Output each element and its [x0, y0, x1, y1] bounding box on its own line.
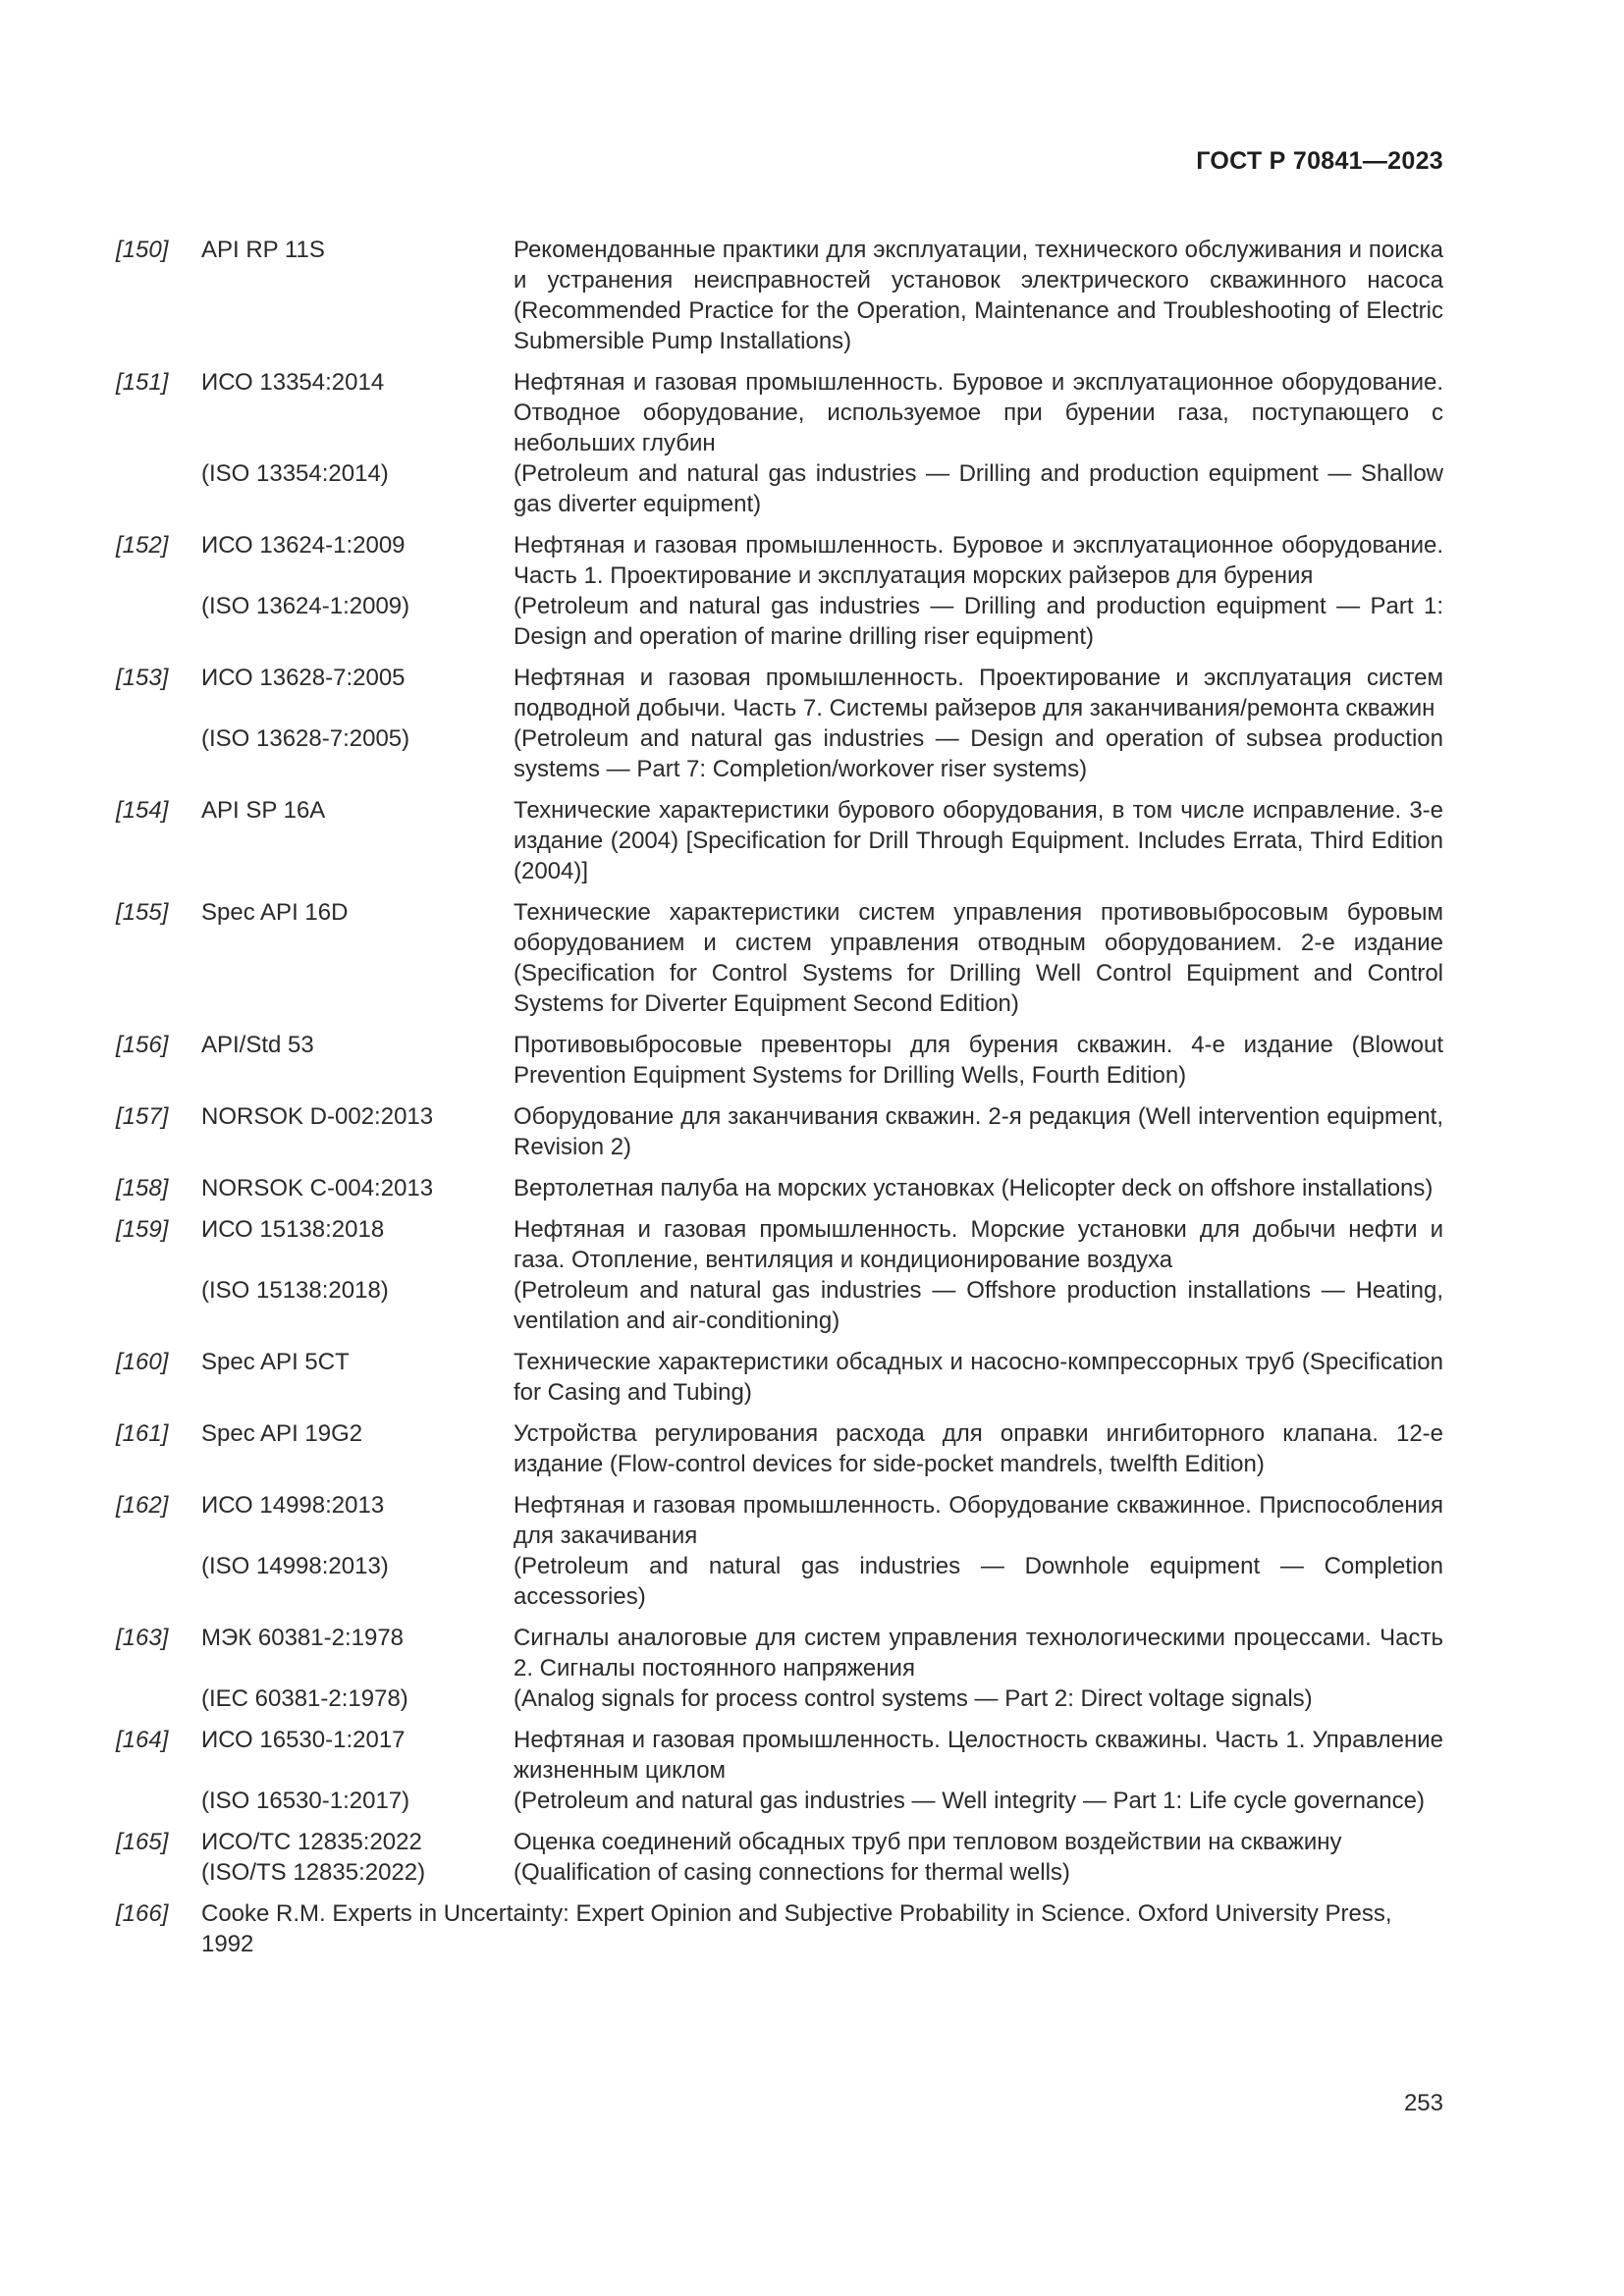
reference-entry	[116, 1418, 1443, 1479]
reference-title: (Petroleum and natural gas industries — Well integrity — Part 1: Life cycle governance)	[514, 1788, 1425, 1814]
reference-title: (Petroleum and natural gas industries — Downhole equipment — Completion accessories)	[514, 1553, 1443, 1610]
reference-title: Вертолетная палуба на морских установках (Helicopter deck on offshore installations)	[514, 1175, 1434, 1201]
reference-title: Нефтяная и газовая промышленность. Оборудование скважинное. Приспособления для закачивания	[514, 1492, 1443, 1549]
reference-entry	[116, 1827, 1443, 1888]
reference-row	[116, 663, 1443, 723]
reference-row	[116, 1857, 1443, 1888]
reference-entry	[116, 795, 1443, 886]
reference-code: (IEC 60381-2:1978)	[201, 1685, 408, 1712]
reference-code: (ISO 13354:2014)	[201, 460, 389, 487]
reference-title: Cooke R.M. Experts in Uncertainty: Expert Opinion and Subjective Probability in Science. Oxford University Press, 1992	[201, 1900, 1392, 1957]
reference-code: ИСО 13628-7:2005	[201, 665, 406, 691]
reference-row	[116, 1786, 1443, 1816]
reference-row	[116, 1490, 1443, 1551]
reference-code: МЭК 60381-2:1978	[201, 1625, 405, 1651]
reference-title: Технические характеристики обсадных и насосно-компрессорных труб (Specification for Casing and Tubing)	[514, 1349, 1443, 1406]
reference-code: Spec API 16D	[201, 899, 349, 926]
reference-code: NORSOK D-002:2013	[201, 1103, 434, 1130]
reference-code: (ISO 15138:2018)	[201, 1277, 389, 1304]
reference-code: (ISO 16530-1:2017)	[201, 1788, 410, 1814]
reference-row	[116, 1418, 1443, 1479]
reference-row	[116, 897, 1443, 1019]
reference-title: (Petroleum and natural gas industries — Drilling and production equipment — Shallow gas diverter equipment)	[514, 460, 1443, 517]
reference-code: API RP 11S	[201, 237, 325, 263]
reference-entry	[116, 1725, 1443, 1816]
reference-row	[116, 1623, 1443, 1683]
reference-row	[116, 530, 1443, 591]
reference-entry	[116, 1214, 1443, 1336]
reference-number	[116, 1551, 201, 1612]
reference-title: (Petroleum and natural gas industries — Drilling and production equipment — Part 1: Design and operation of marine drilling riser equipment)	[514, 593, 1443, 650]
reference-row	[116, 1725, 1443, 1786]
reference-title: Нефтяная и газовая промышленность. Проектирование и эксплуатация систем подводной добычи. Часть 7. Системы райзеров для заканчивания/ремонта скважин	[514, 665, 1443, 721]
reference-title: (Petroleum and natural gas industries — Offshore production installations — Heating, ventilation and air-conditioning)	[514, 1277, 1443, 1334]
reference-number: [152]	[116, 532, 169, 559]
reference-number	[116, 1275, 201, 1336]
reference-row	[116, 1214, 1443, 1275]
reference-row	[116, 1683, 1443, 1714]
reference-entry	[116, 530, 1443, 652]
reference-code: (ISO 14998:2013)	[201, 1553, 389, 1579]
reference-number: [156]	[116, 1032, 169, 1058]
reference-title: Устройства регулирования расхода для оправки ингибиторного клапана. 12-е издание (Flow-control devices for side-pocket mandrels, twelfth Edition)	[514, 1420, 1443, 1477]
reference-number: [158]	[116, 1175, 169, 1201]
reference-number	[116, 1683, 201, 1714]
reference-title: Нефтяная и газовая промышленность. Буровое и эксплуатационное оборудование. Часть 1. Проектирование и эксплуатация морских райзеров для бурения	[514, 532, 1443, 589]
reference-number: [162]	[116, 1492, 169, 1519]
reference-code: ИСО 16530-1:2017	[201, 1727, 406, 1753]
reference-title: (Petroleum and natural gas industries — Design and operation of subsea production systems — Part 7: Completion/workover riser systems)	[514, 725, 1443, 782]
reference-number: [155]	[116, 899, 169, 926]
reference-entry	[116, 367, 1443, 519]
reference-title: Рекомендованные практики для эксплуатации, технического обслуживания и поиска и устранения неисправностей установок электрического скважинного насоса (Recommended Practice for the Operation, Maintenance and Troubleshooting of Electric Submersible Pump Installations)	[514, 237, 1443, 354]
reference-code: ИСО 14998:2013	[201, 1492, 385, 1519]
reference-entry	[116, 1347, 1443, 1408]
reference-code: Spec API 5CT	[201, 1349, 350, 1375]
page-number: 253	[1403, 2090, 1443, 2116]
document-header: ГОСТ Р 70841—2023	[1196, 147, 1443, 175]
reference-title: Сигналы аналоговые для систем управления технологическими процессами. Часть 2. Сигналы постоянного напряжения	[514, 1625, 1443, 1682]
reference-row	[116, 367, 1443, 458]
reference-code: API/Std 53	[201, 1032, 314, 1058]
reference-code: API SP 16A	[201, 797, 326, 824]
reference-code: (ISO 13628-7:2005)	[201, 725, 410, 752]
reference-title: (Analog signals for process control systems — Part 2: Direct voltage signals)	[514, 1685, 1313, 1712]
reference-row	[116, 795, 1443, 886]
reference-code: (ISO 13624-1:2009)	[201, 593, 410, 619]
reference-row	[116, 591, 1443, 652]
reference-number: [164]	[116, 1727, 169, 1753]
reference-row	[116, 1347, 1443, 1408]
reference-number	[116, 1786, 201, 1816]
reference-title: Нефтяная и газовая промышленность. Целостность скважины. Часть 1. Управление жизненным циклом	[514, 1727, 1443, 1784]
reference-code: ИСО 15138:2018	[201, 1216, 385, 1243]
reference-title: Нефтяная и газовая промышленность. Морские установки для добычи нефти и газа. Отопление, вентиляция и кондиционирование воздуха	[514, 1216, 1443, 1273]
reference-row	[116, 1173, 1443, 1203]
reference-number: [165]	[116, 1829, 169, 1855]
reference-row	[116, 1101, 1443, 1162]
reference-number: [150]	[116, 237, 169, 263]
reference-row	[116, 1827, 1443, 1857]
reference-entry	[116, 1030, 1443, 1091]
reference-number: [166]	[116, 1900, 169, 1927]
reference-number: [161]	[116, 1420, 169, 1447]
reference-code: (ISO/TS 12835:2022)	[201, 1859, 426, 1886]
reference-row	[116, 1030, 1443, 1091]
reference-title: Оценка соединений обсадных труб при тепловом воздействии на скважину	[514, 1829, 1342, 1855]
reference-entry	[116, 235, 1443, 356]
reference-code: ИСО 13624-1:2009	[201, 532, 406, 559]
reference-number	[116, 1857, 201, 1888]
reference-number	[116, 723, 201, 784]
reference-number: [154]	[116, 797, 169, 824]
reference-row	[116, 1551, 1443, 1612]
reference-number: [163]	[116, 1625, 169, 1651]
reference-row	[116, 1275, 1443, 1336]
reference-number: [160]	[116, 1349, 169, 1375]
reference-number	[116, 458, 201, 519]
reference-number: [157]	[116, 1103, 169, 1130]
reference-title: Оборудование для заканчивания скважин. 2-я редакция (Well intervention equipment, Revision 2)	[514, 1103, 1443, 1160]
reference-title: (Qualification of casing connections for thermal wells)	[514, 1859, 1070, 1886]
reference-title: Технические характеристики систем управления противовыбросовым буровым оборудованием и систем управления отводным оборудованием. 2-е издание (Specification for Control Systems for Drilling Well Control Equipment and Control Systems for Diverter Equipment Second Edition)	[514, 899, 1443, 1017]
reference-row	[116, 458, 1443, 519]
reference-code: Spec API 19G2	[201, 1420, 363, 1447]
reference-row	[116, 235, 1443, 356]
reference-entry	[116, 1173, 1443, 1203]
reference-entry	[116, 1490, 1443, 1612]
reference-title: Нефтяная и газовая промышленность. Буровое и эксплуатационное оборудование. Отводное оборудование, используемое при бурении газа, поступающего с небольших глубин	[514, 369, 1443, 456]
reference-entry	[116, 897, 1443, 1019]
reference-number: [151]	[116, 369, 169, 396]
reference-number: [153]	[116, 665, 169, 691]
reference-entry	[116, 663, 1443, 784]
reference-title: Технические характеристики бурового оборудования, в том числе исправление. 3-е издание (2004) [Specification for Drill Through Equipment. Includes Errata, Third Edition (2004)]	[514, 797, 1443, 884]
reference-number	[116, 591, 201, 652]
reference-row	[116, 723, 1443, 784]
reference-code: ИСО/ТС 12835:2022	[201, 1829, 422, 1855]
reference-entry	[116, 1623, 1443, 1714]
reference-entry-wide	[116, 1898, 1443, 1959]
reference-entry	[116, 1101, 1443, 1162]
bibliography-list	[116, 235, 1443, 1959]
reference-number: [159]	[116, 1216, 169, 1243]
reference-code: ИСО 13354:2014	[201, 369, 385, 396]
reference-title: Противовыбросовые превенторы для бурения скважин. 4-е издание (Blowout Prevention Equipment Systems for Drilling Wells, Fourth Edition)	[514, 1032, 1443, 1089]
reference-code: NORSOK C-004:2013	[201, 1175, 434, 1201]
